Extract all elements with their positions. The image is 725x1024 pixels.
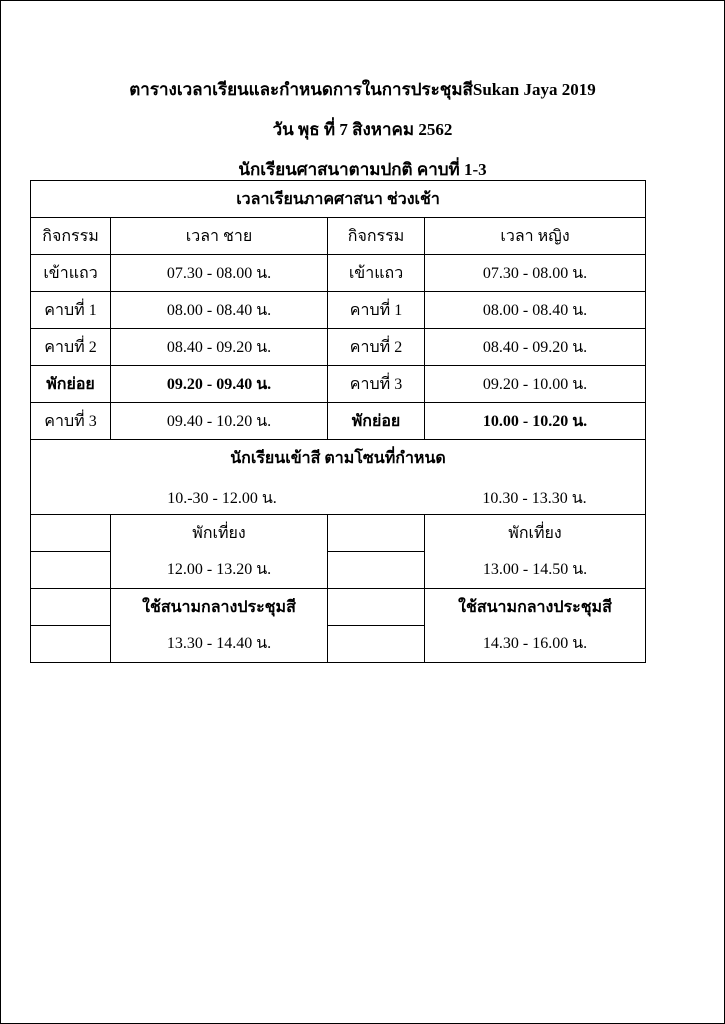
activity-cell: คาบที่ 1 <box>328 292 425 329</box>
column-header: กิจกรรม <box>31 218 111 255</box>
document-title: ตารางเวลาเรียนและกำหนดการในการประชุมสีSukan Jaya 2019 <box>129 80 596 99</box>
lunch-male-label: พักเที่ยง <box>111 515 328 552</box>
schedule-table <box>30 180 646 663</box>
empty-cell <box>328 552 425 589</box>
empty-cell <box>328 589 425 626</box>
document-date: วัน พุธ ที่ 7 สิงหาคม 2562 <box>272 120 453 139</box>
lunch-female-label: พักเที่ยง <box>425 515 646 552</box>
field-time-row <box>31 626 646 663</box>
table-row <box>31 366 646 403</box>
lunch-label-row <box>31 515 646 552</box>
time-cell: 09.40 - 10.20 น. <box>111 403 328 440</box>
activity-cell: พักย่อย <box>328 403 425 440</box>
document-subtitle: นักเรียนศาสนาตามปกติ คาบที่ 1-3 <box>238 160 487 179</box>
field-male-time: 13.30 - 14.40 น. <box>111 626 328 663</box>
section-title-row <box>31 181 646 218</box>
time-cell: 08.00 - 08.40 น. <box>111 292 328 329</box>
time-cell: 07.30 - 08.00 น. <box>425 255 646 292</box>
time-cell: 10.00 - 10.20 น. <box>425 403 646 440</box>
empty-cell <box>31 589 111 626</box>
header-row <box>31 218 646 255</box>
zone-row <box>31 440 646 515</box>
field-label-row <box>31 589 646 626</box>
empty-cell <box>31 552 111 589</box>
empty-cell <box>328 626 425 663</box>
time-cell: 09.20 - 09.40 น. <box>111 366 328 403</box>
column-header: เวลา ชาย <box>111 218 328 255</box>
empty-cell <box>31 626 111 663</box>
table-row <box>31 403 646 440</box>
time-cell: 07.30 - 08.00 น. <box>111 255 328 292</box>
activity-cell: คาบที่ 1 <box>31 292 111 329</box>
activity-cell: คาบที่ 3 <box>31 403 111 440</box>
time-cell: 08.40 - 09.20 น. <box>425 329 646 366</box>
field-male-label: ใช้สนามกลางประชุมสี <box>111 589 328 626</box>
section-title: เวลาเรียนภาคศาสนา ช่วงเช้า <box>31 181 646 218</box>
activity-cell: คาบที่ 2 <box>31 329 111 366</box>
table-row <box>31 329 646 366</box>
table-row <box>31 292 646 329</box>
zone-male-time: 10.-30 - 12.00 น. <box>167 490 277 507</box>
field-female-label: ใช้สนามกลางประชุมสี <box>425 589 646 626</box>
activity-cell: เข้าแถว <box>328 255 425 292</box>
column-header: กิจกรรม <box>328 218 425 255</box>
empty-cell <box>328 515 425 552</box>
lunch-time-row <box>31 552 646 589</box>
table-row <box>31 255 646 292</box>
time-cell: 09.20 - 10.00 น. <box>425 366 646 403</box>
time-cell: 08.00 - 08.40 น. <box>425 292 646 329</box>
zone-female-time: 10.30 - 13.30 น. <box>482 490 587 507</box>
empty-cell <box>31 515 111 552</box>
zone-cell <box>31 440 646 515</box>
lunch-female-time: 13.00 - 14.50 น. <box>425 552 646 589</box>
activity-cell: พักย่อย <box>31 366 111 403</box>
activity-cell: เข้าแถว <box>31 255 111 292</box>
column-header: เวลา หญิง <box>425 218 646 255</box>
lunch-male-time: 12.00 - 13.20 น. <box>111 552 328 589</box>
zone-title: นักเรียนเข้าสี ตามโซนที่กำหนด <box>230 450 446 467</box>
field-female-time: 14.30 - 16.00 น. <box>425 626 646 663</box>
time-cell: 08.40 - 09.20 น. <box>111 329 328 366</box>
activity-cell: คาบที่ 3 <box>328 366 425 403</box>
activity-cell: คาบที่ 2 <box>328 329 425 366</box>
